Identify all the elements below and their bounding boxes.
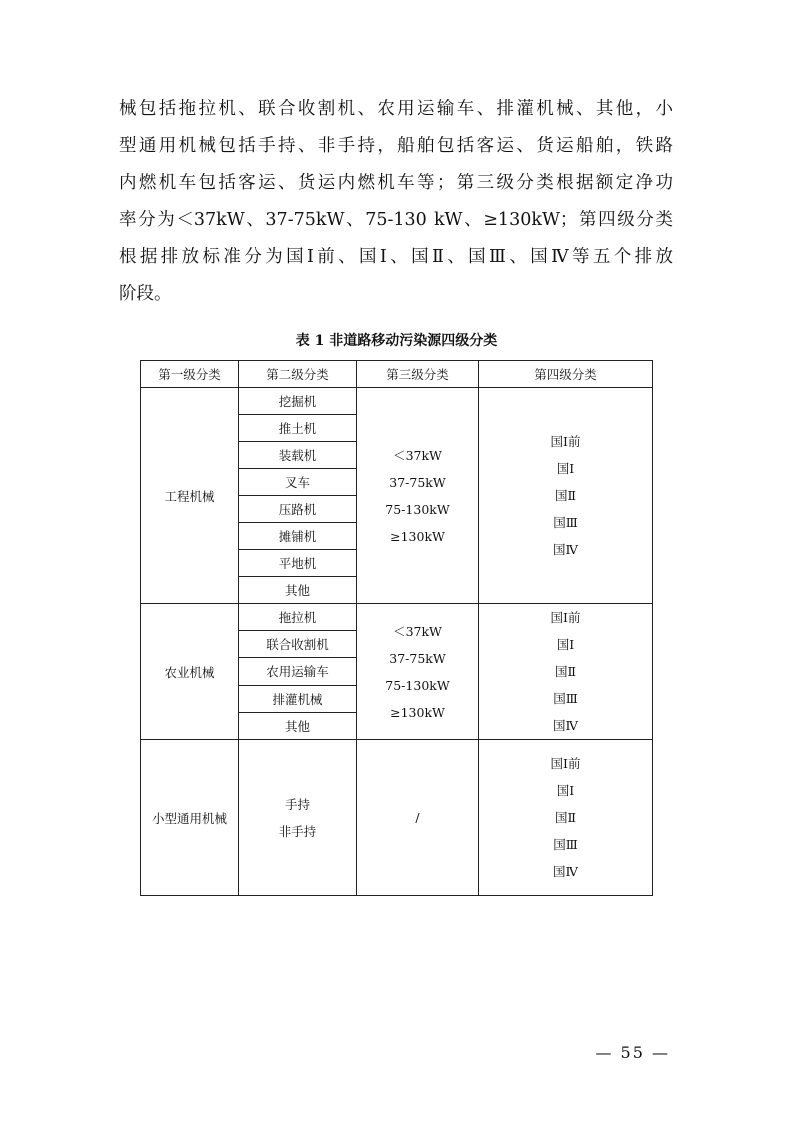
emission-stage: 国Ⅱ (555, 488, 576, 503)
level2-cell: 推土机 (239, 415, 357, 442)
level3-cell (357, 604, 479, 740)
classification-table (140, 360, 653, 896)
table-row (141, 604, 653, 631)
paragraph-line: 率分为＜37kW、37-75kW、75-130 kW、≥130kW；第四级分类 (119, 210, 673, 230)
paragraph-line: 内燃机车包括客运、货运内燃机车等；第三级分类根据额定净功 (119, 173, 673, 193)
level4-cell (479, 388, 653, 604)
power-range: ≥130kW (390, 704, 445, 720)
emission-stage: 国Ⅰ (556, 637, 575, 652)
paragraph-line: 械包括拖拉机、联合收割机、农用运输车、排灌机械、其他，小 (119, 99, 673, 119)
level4-cell (479, 740, 653, 896)
level2-item: 非手持 (278, 823, 317, 839)
emission-stage: 国Ⅳ (553, 718, 578, 733)
paragraph-line: 根据排放标准分为国Ⅰ前、国Ⅰ、国Ⅱ、国Ⅲ、国Ⅳ等五个排放 (119, 247, 673, 267)
header-cell: 第二级分类 (239, 361, 357, 388)
emission-stage: 国Ⅰ前 (550, 434, 581, 449)
level2-cell: 叉车 (239, 469, 357, 496)
paragraph-line: 型通用机械包括手持、非手持，船舶包括客运、货运船舶，铁路 (119, 136, 673, 156)
emission-stage: 国Ⅰ (556, 783, 575, 798)
level4-cell (479, 604, 653, 740)
body-paragraph (119, 91, 673, 313)
level2-cell: 其他 (239, 577, 357, 604)
power-range: 37-75kW (389, 474, 446, 490)
table-row (141, 740, 653, 896)
emission-stage: 国Ⅱ (555, 664, 576, 679)
table-header-row (141, 361, 653, 388)
power-range: ＜37kW (393, 447, 442, 463)
header-cell: 第一级分类 (141, 361, 239, 388)
level2-cell (239, 740, 357, 896)
power-range: ≥130kW (390, 528, 445, 544)
emission-stage: 国Ⅳ (553, 864, 578, 879)
table-caption: 表 1 非道路移动污染源四级分类 (295, 333, 498, 349)
power-range: 75-130kW (385, 677, 450, 693)
header-cell: 第三级分类 (357, 361, 479, 388)
level2-item: 手持 (284, 796, 310, 812)
level3-cell: / (357, 740, 479, 896)
power-range: 37-75kW (389, 650, 446, 666)
level1-cell: 工程机械 (141, 388, 239, 604)
level2-cell: 农用运输车 (239, 658, 357, 685)
power-range: 75-130kW (385, 501, 450, 517)
level2-cell: 挖掘机 (239, 388, 357, 415)
emission-stage: 国Ⅲ (553, 691, 578, 706)
table-row (141, 388, 653, 415)
power-range: ＜37kW (393, 623, 442, 639)
level2-cell: 排灌机械 (239, 685, 357, 712)
level2-cell: 装载机 (239, 442, 357, 469)
emission-stage: 国Ⅰ (556, 461, 575, 476)
emission-stage: 国Ⅳ (553, 542, 578, 557)
emission-stage: 国Ⅲ (553, 515, 578, 530)
level2-cell: 压路机 (239, 496, 357, 523)
level3-cell (357, 388, 479, 604)
emission-stage: 国Ⅰ前 (550, 610, 581, 625)
level2-cell: 摊铺机 (239, 523, 357, 550)
level2-cell: 拖拉机 (239, 604, 357, 631)
level2-cell: 平地机 (239, 550, 357, 577)
level2-cell: 联合收割机 (239, 631, 357, 658)
level2-cell: 其他 (239, 712, 357, 739)
level1-cell: 小型通用机械 (141, 740, 239, 896)
level1-cell: 农业机械 (141, 604, 239, 740)
header-cell: 第四级分类 (479, 361, 653, 388)
page-number: — 55 — (595, 1043, 670, 1062)
emission-stage: 国Ⅱ (555, 810, 576, 825)
emission-stage: 国Ⅲ (553, 837, 578, 852)
emission-stage: 国Ⅰ前 (550, 756, 581, 771)
paragraph-line: 阶段。 (119, 284, 172, 304)
